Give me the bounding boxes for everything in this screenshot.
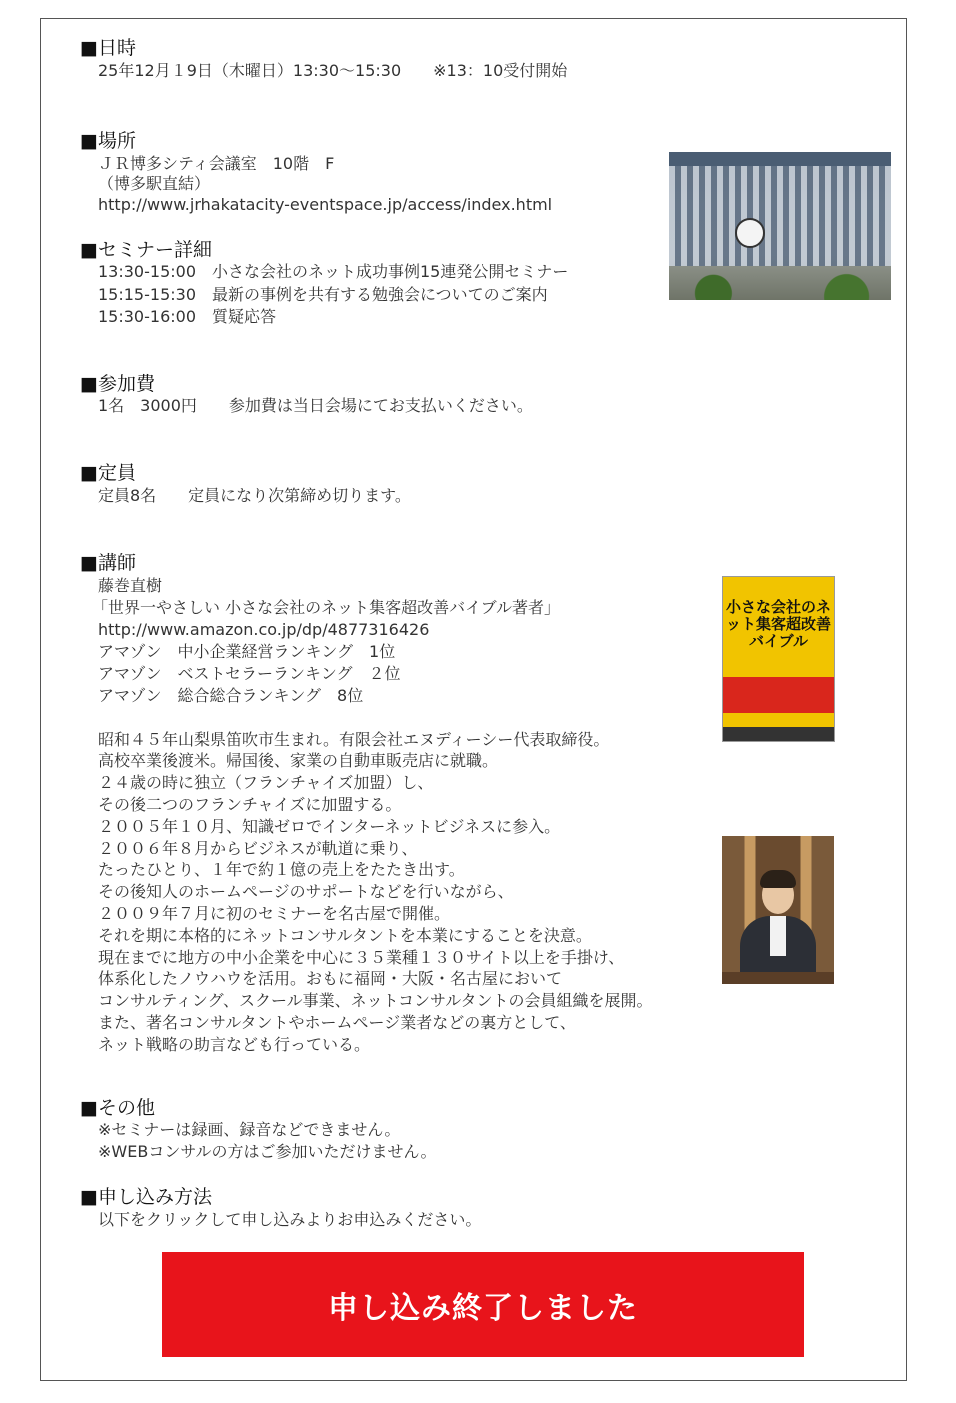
venue-building-photo (669, 152, 891, 300)
fee-heading: ■参加費 (80, 373, 155, 395)
bio-line: ２００５年１０月、知識ゼロでインターネットビジネスに参入。 (98, 817, 561, 836)
other-line: ※セミナーは録画、録音などできません。 (98, 1120, 401, 1139)
bio-line: たったひとり、１年で約１億の売上をたたき出す。 (98, 860, 465, 879)
lecturer-name: 藤巻直樹 (98, 576, 163, 595)
venue-url[interactable]: http://www.jrhakatacity-eventspace.jp/access/index.html (98, 195, 553, 214)
bio-line: その後知人のホームページのサポートなどを行いながら、 (98, 882, 514, 901)
book-title: 小さな会社のネット集客超改善バイブル (725, 598, 831, 650)
capacity-line: 定員8名 定員になり次第締め切ります。 (98, 486, 411, 505)
bio-line: 体系化したノウハウを活用。おもに福岡・大阪・名古屋において (98, 969, 563, 988)
venue-name: ＪＲ博多シティ会議室 10階 F (98, 154, 335, 173)
fee-line: 1名 3000円 参加費は当日会場にてお支払いください。 (98, 396, 533, 415)
apply-heading: ■申し込み方法 (80, 1186, 212, 1208)
bio-line: 現在までに地方の中小企業を中心に３５業種１３０サイト以上を手掛け、 (98, 948, 625, 967)
lecturer-portrait (722, 836, 834, 984)
seminar-heading: ■セミナー詳細 (80, 239, 212, 261)
lecturer-heading: ■講師 (80, 552, 136, 574)
bio-line: 高校卒業後渡米。帰国後、家業の自動車販売店に就職。 (98, 751, 499, 770)
venue-note: （博多駅直結） (98, 174, 211, 193)
seminar-line: 15:15-15:30 最新の事例を共有する勉強会についてのご案内 (98, 285, 548, 304)
lecturer-url[interactable]: http://www.amazon.co.jp/dp/4877316426 (98, 620, 430, 639)
apply-line: 以下をクリックして申し込みよりお申込みください。 (98, 1210, 482, 1229)
bio-line: ネット戦略の助言なども行っている。 (98, 1035, 371, 1054)
application-closed-button[interactable]: 申し込み終了しました (162, 1252, 804, 1357)
seminar-line: 15:30-16:00 質疑応答 (98, 307, 276, 326)
other-heading: ■その他 (80, 1097, 155, 1119)
lecturer-ranking: アマゾン 中小企業経営ランキング 1位 (98, 642, 396, 661)
bio-line: 昭和４５年山梨県笛吹市生まれ。有限会社エヌディーシー代表取締役。 (98, 730, 610, 749)
book-cover-image (722, 576, 835, 742)
capacity-heading: ■定員 (80, 462, 136, 484)
lecturer-ranking: アマゾン 総合総合ランキング 8位 (98, 686, 364, 705)
bio-line: ２００６年８月からビジネスが軌道に乗り、 (98, 839, 418, 858)
datetime-heading: ■日時 (80, 37, 136, 59)
lecturer-book: 「世界一やさしい 小さな会社のネット集客超改善バイブル著者」 (92, 598, 560, 617)
bio-line: コンサルティング、スクール事業、ネットコンサルタントの会員組織を展開。 (98, 991, 653, 1010)
other-line: ※WEBコンサルの方はご参加いただけません。 (98, 1142, 437, 1161)
datetime-line: 25年12月１9日（木曜日）13:30～15:30 ※13：10受付開始 (98, 61, 568, 80)
bio-line: それを期に本格的にネットコンサルタントを本業にすることを決意。 (98, 926, 592, 945)
seminar-line: 13:30-15:00 小さな会社のネット成功事例15連発公開セミナー (98, 262, 569, 281)
bio-line: その後二つのフランチャイズに加盟する。 (98, 795, 402, 814)
bio-line: ２００９年７月に初のセミナーを名古屋で開催。 (98, 904, 451, 923)
bio-line: また、著名コンサルタントやホームページ業者などの裏方として、 (98, 1013, 576, 1032)
bio-line: ２４歳の時に独立（フランチャイズ加盟）し、 (98, 773, 434, 792)
lecturer-ranking: アマゾン ベストセラーランキング ２位 (98, 664, 401, 683)
venue-heading: ■場所 (80, 130, 136, 152)
